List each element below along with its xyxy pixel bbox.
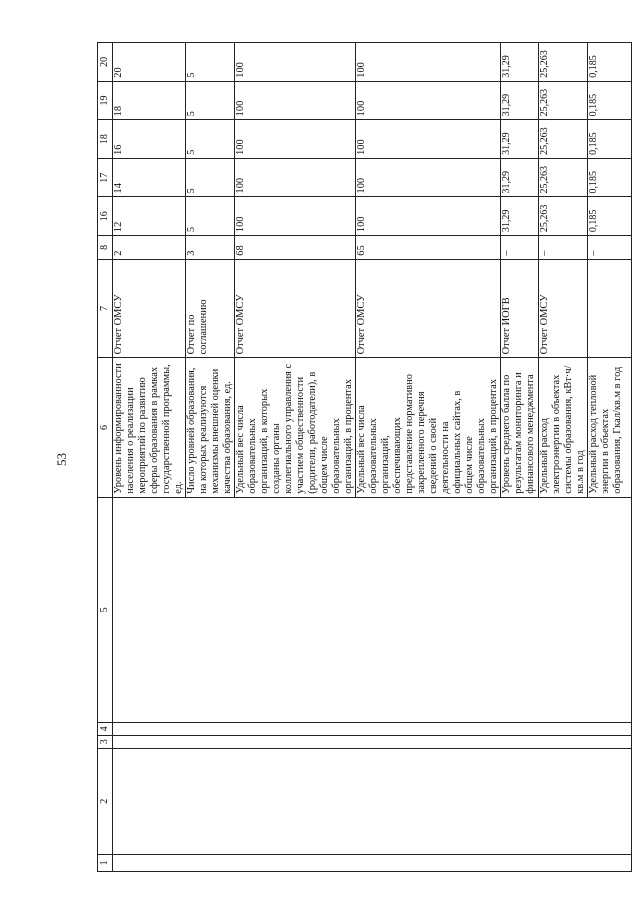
page-number: 53 bbox=[54, 453, 69, 466]
value-cell: 25,263 bbox=[539, 81, 588, 120]
source-cell bbox=[588, 259, 632, 358]
indicator-cell: Удельный расход тепловой энергии в объектах образования, Гкал/кв.м в год bbox=[588, 358, 632, 497]
col-header: 8 bbox=[98, 236, 113, 260]
value-cell: 100 bbox=[235, 158, 356, 197]
source-cell: Отчет ОМСУ bbox=[113, 259, 186, 358]
value-cell: – bbox=[539, 236, 588, 260]
value-cell: 31,29 bbox=[501, 120, 539, 159]
value-cell: 65 bbox=[356, 236, 501, 260]
value-cell: 25,263 bbox=[539, 120, 588, 159]
empty-cell bbox=[113, 748, 632, 854]
col-header: 4 bbox=[98, 722, 113, 735]
value-cell: 0,185 bbox=[588, 81, 632, 120]
value-cell: 12 bbox=[113, 197, 186, 236]
value-cell: 100 bbox=[356, 43, 501, 82]
value-cell: 31,29 bbox=[501, 158, 539, 197]
source-cell: Отчет по соглашению bbox=[186, 259, 235, 358]
value-cell: 100 bbox=[356, 158, 501, 197]
col-header: 5 bbox=[98, 497, 113, 722]
value-cell: 100 bbox=[356, 120, 501, 159]
value-cell: – bbox=[588, 236, 632, 260]
value-cell: 100 bbox=[235, 120, 356, 159]
value-cell: 5 bbox=[186, 81, 235, 120]
value-cell: 100 bbox=[235, 81, 356, 120]
value-cell: 0,185 bbox=[588, 158, 632, 197]
source-cell: Отчет ОМСУ bbox=[235, 259, 356, 358]
value-cell: – bbox=[501, 236, 539, 260]
value-cell: 100 bbox=[356, 197, 501, 236]
indicators-table bbox=[97, 42, 632, 872]
col-header: 17 bbox=[98, 158, 113, 197]
value-cell: 68 bbox=[235, 236, 356, 260]
value-cell: 3 bbox=[186, 236, 235, 260]
value-cell: 0,185 bbox=[588, 120, 632, 159]
empty-cell bbox=[113, 735, 632, 748]
source-cell: Отчет ИОГВ bbox=[501, 259, 539, 358]
source-cell: Отчет ОМСУ bbox=[356, 259, 501, 358]
value-cell: 25,263 bbox=[539, 197, 588, 236]
col-header: 19 bbox=[98, 81, 113, 120]
col-header: 6 bbox=[98, 358, 113, 497]
value-cell: 31,29 bbox=[501, 81, 539, 120]
value-cell: 5 bbox=[186, 197, 235, 236]
col-header: 7 bbox=[98, 259, 113, 358]
col-header: 16 bbox=[98, 197, 113, 236]
col-header: 20 bbox=[98, 43, 113, 82]
empty-cell bbox=[113, 497, 632, 722]
col-header: 2 bbox=[98, 748, 113, 854]
value-cell: 14 bbox=[113, 158, 186, 197]
value-cell: 2 bbox=[113, 236, 186, 260]
indicator-cell: Удельный расход электроэнергии в объектах системы образования, кВт·ч/кв.м в год bbox=[539, 358, 588, 497]
value-cell: 25,263 bbox=[539, 158, 588, 197]
value-cell: 20 bbox=[113, 43, 186, 82]
value-cell: 100 bbox=[235, 43, 356, 82]
value-cell: 100 bbox=[356, 81, 501, 120]
value-cell: 25,263 bbox=[539, 43, 588, 82]
value-cell: 5 bbox=[186, 43, 235, 82]
value-cell: 31,29 bbox=[501, 43, 539, 82]
indicator-cell: Уровень информированности населения о реализации мероприятий по развитию сферы образования в рамках государственной программы, ед. bbox=[113, 358, 186, 497]
value-cell: 5 bbox=[186, 158, 235, 197]
value-cell: 0,185 bbox=[588, 197, 632, 236]
col-header: 18 bbox=[98, 120, 113, 159]
source-cell: Отчет ОМСУ bbox=[539, 259, 588, 358]
col-header: 3 bbox=[98, 735, 113, 748]
indicator-cell: Удельный вес числа образовательных организаций, обеспечивающих представление нормативно закрепленного перечня сведений о своей деятельности на официальных сайтах, в общем числе образовательных организаций, в процентах bbox=[356, 358, 501, 497]
table-row bbox=[113, 43, 186, 872]
value-cell: 0,185 bbox=[588, 43, 632, 82]
indicator-cell: Уровень среднего балла по результатам мониторинга и финансового менеджмента bbox=[501, 358, 539, 497]
value-cell: 100 bbox=[235, 197, 356, 236]
col-header: 1 bbox=[98, 854, 113, 871]
empty-cell bbox=[113, 854, 632, 871]
rotated-table-container bbox=[97, 42, 632, 872]
indicator-cell: Удельный вес числа образовательных организаций, в которых созданы органы коллегиального управления с участием общественности (родители, работодатели), в общем числе образовательных организаций, в процентах bbox=[235, 358, 356, 497]
value-cell: 16 bbox=[113, 120, 186, 159]
header-row bbox=[98, 43, 113, 872]
value-cell: 18 bbox=[113, 81, 186, 120]
indicator-cell: Число уровней образования, на которых реализуются механизмы внешней оценки качества образования, ед. bbox=[186, 358, 235, 497]
empty-cell bbox=[113, 722, 632, 735]
value-cell: 31,29 bbox=[501, 197, 539, 236]
value-cell: 5 bbox=[186, 120, 235, 159]
